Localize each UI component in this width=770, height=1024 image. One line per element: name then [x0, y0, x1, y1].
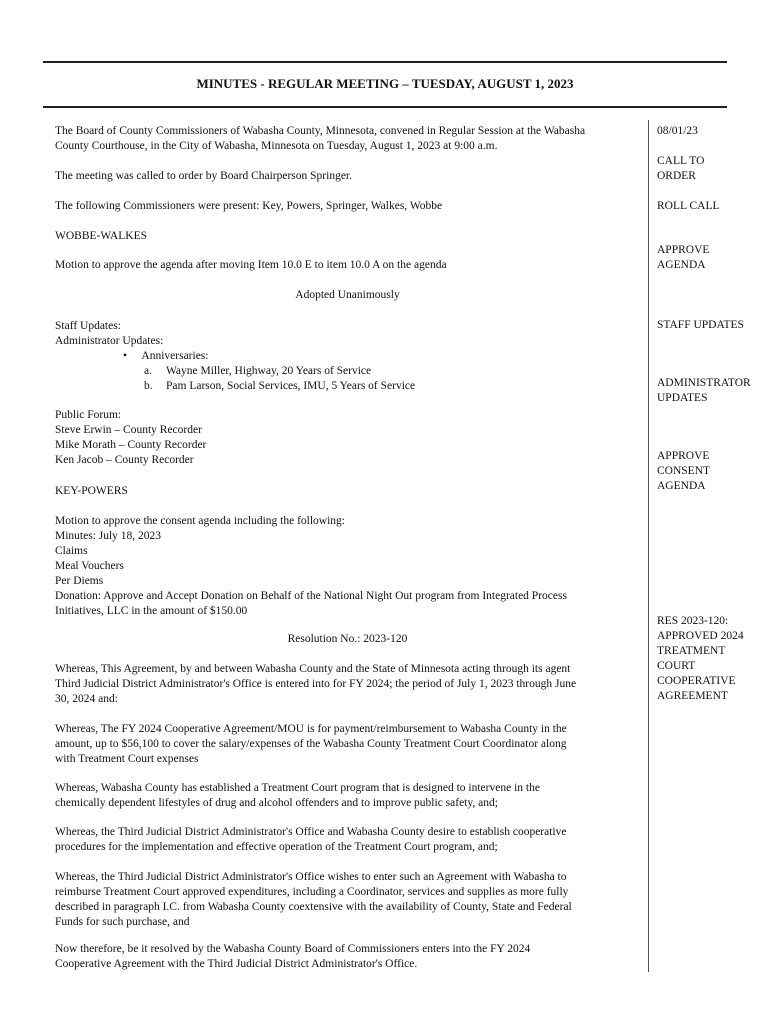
line: Steve Erwin – County Recorder	[55, 424, 202, 436]
line: with Treatment Court expenses	[55, 753, 199, 765]
line: chemically dependent lifestyles of drug and alcohol offenders and to improve public safety, and;	[55, 797, 498, 809]
line: Motion to approve the consent agenda including the following:	[55, 515, 345, 527]
consent-motion	[55, 514, 640, 619]
item-text: Wayne Miller, Highway, 20 Years of Service	[166, 365, 372, 377]
line: CONSENT	[657, 465, 711, 477]
line: TREATMENT	[657, 645, 726, 657]
line: Claims	[55, 545, 88, 557]
consent-movers: KEY-POWERS	[55, 485, 128, 497]
resolution-number: Resolution No.: 2023-120	[287, 633, 408, 645]
line: Public Forum:	[55, 409, 122, 421]
line: AGENDA	[657, 259, 706, 271]
line: described in paragraph I.C. from Wabasha County coextensive with the availability of County, State and Federal	[55, 901, 572, 913]
line: Per Diems	[55, 575, 104, 587]
line: 30, 2024 and:	[55, 693, 118, 705]
heading-roll-call: ROLL CALL	[657, 200, 720, 212]
public-forum	[55, 408, 640, 468]
whereas-paragraph	[55, 781, 640, 811]
staff-updates	[55, 319, 640, 394]
line: Meal Vouchers	[55, 560, 124, 572]
line: Third Judicial District Administrator's Office is entered into for FY 2024; the period of July 1, 2023 through June	[55, 678, 577, 690]
title-rule	[43, 106, 727, 108]
line: Whereas, Wabasha County has established a Treatment Court program that is designed to intervene in the	[55, 782, 540, 794]
item-label: a.	[144, 365, 152, 377]
call-to-order-text: The meeting was called to order by Board Chairperson Springer.	[55, 170, 353, 182]
line: procedures for the implementation and effective operation of the Treatment Court program, and;	[55, 841, 498, 853]
item-text: Pam Larson, Social Services, IMU, 5 Years of Service	[166, 380, 416, 392]
line: Cooperative Agreement with the Third Judicial District Administrator's Office.	[55, 958, 418, 970]
heading-resolution	[657, 614, 767, 704]
top-rule	[43, 61, 727, 63]
whereas-paragraph	[55, 870, 640, 930]
line: Initiatives, LLC in the amount of $150.00	[55, 605, 248, 617]
line: Funds for such purchase, and	[55, 916, 190, 928]
item-label: b.	[144, 380, 153, 392]
bullet-item	[55, 349, 640, 364]
roll-call-text: The following Commissioners were present: Key, Powers, Springer, Walkes, Wobbe	[55, 200, 443, 212]
whereas-paragraph	[55, 825, 640, 855]
line: Whereas, The FY 2024 Cooperative Agreement/MOU is for payment/reimbursement to Wabasha County in the	[55, 723, 567, 735]
line: ADMINISTRATOR	[657, 377, 751, 389]
line: Whereas, the Third Judicial District Administrator's Office wishes to enter such an Agreement with Wabasha to	[55, 871, 567, 883]
line: Donation: Approve and Accept Donation on Behalf of the National Night Out program from Integrated Process	[55, 590, 567, 602]
line: reimburse Treatment Court approved expenditures, including a Coordinator, services and supplies as more fully	[55, 886, 569, 898]
line: APPROVE	[657, 450, 710, 462]
line: COURT	[657, 660, 696, 672]
line: CALL TO	[657, 155, 705, 167]
line: COOPERATIVE	[657, 675, 736, 687]
line: AGENDA	[657, 480, 706, 492]
heading-approve-consent-agenda	[657, 449, 767, 494]
heading-approve-agenda	[657, 243, 767, 273]
opening-paragraph	[55, 124, 640, 154]
line: Minutes: July 18, 2023	[55, 530, 162, 542]
line: Now therefore, be it resolved by the Wabasha County Board of Commissioners enters into the FY 2024	[55, 943, 531, 955]
line: UPDATES	[657, 392, 708, 404]
anniversary-item	[55, 379, 640, 394]
line: RES 2023-120:	[657, 615, 729, 627]
heading-call-to-order	[657, 154, 767, 184]
line: AGREEMENT	[657, 690, 728, 702]
line: Whereas, the Third Judicial District Administrator's Office and Wabasha County desire to establish cooperative	[55, 826, 567, 838]
line: APPROVED 2024	[657, 630, 744, 642]
bullet-icon: •	[123, 350, 128, 362]
adopted-text: Adopted Unanimously	[295, 289, 400, 301]
line: Whereas, This Agreement, by and between Wabasha County and the State of Minnesota acting through its agent	[55, 663, 571, 675]
line: ORDER	[657, 170, 696, 182]
motion-movers: WOBBE-WALKES	[55, 230, 147, 242]
meeting-date: 08/01/23	[657, 125, 698, 137]
line: The Board of County Commissioners of Wabasha County, Minnesota, convened in Regular Session at the Wabasha	[55, 125, 586, 137]
line: Mike Morath – County Recorder	[55, 439, 207, 451]
anniversary-item	[55, 364, 640, 379]
whereas-paragraph	[55, 722, 640, 767]
agenda-motion-text: Motion to approve the agenda after moving Item 10.0 E to item 10.0 A on the agenda	[55, 259, 447, 271]
heading-administrator-updates	[657, 376, 767, 406]
column-divider	[648, 120, 649, 972]
bullet-text: Anniversaries:	[141, 350, 209, 362]
line: Staff Updates:	[55, 320, 121, 332]
whereas-paragraph	[55, 662, 640, 707]
line: APPROVE	[657, 244, 710, 256]
line: Ken Jacob – County Recorder	[55, 454, 194, 466]
resolution-paragraph	[55, 942, 640, 972]
line: County Courthouse, in the City of Wabasha, Minnesota on Tuesday, August 1, 2023 at 9:00 a.m.	[55, 140, 498, 152]
line: amount, up to $56,100 to cover the salary/expenses of the Wabasha County Treatment Court Coordinator along	[55, 738, 567, 750]
page-title: MINUTES - REGULAR MEETING – TUESDAY, AUGUST 1, 2023	[196, 76, 574, 91]
line: Administrator Updates:	[55, 335, 164, 347]
heading-staff-updates: STAFF UPDATES	[657, 319, 744, 331]
